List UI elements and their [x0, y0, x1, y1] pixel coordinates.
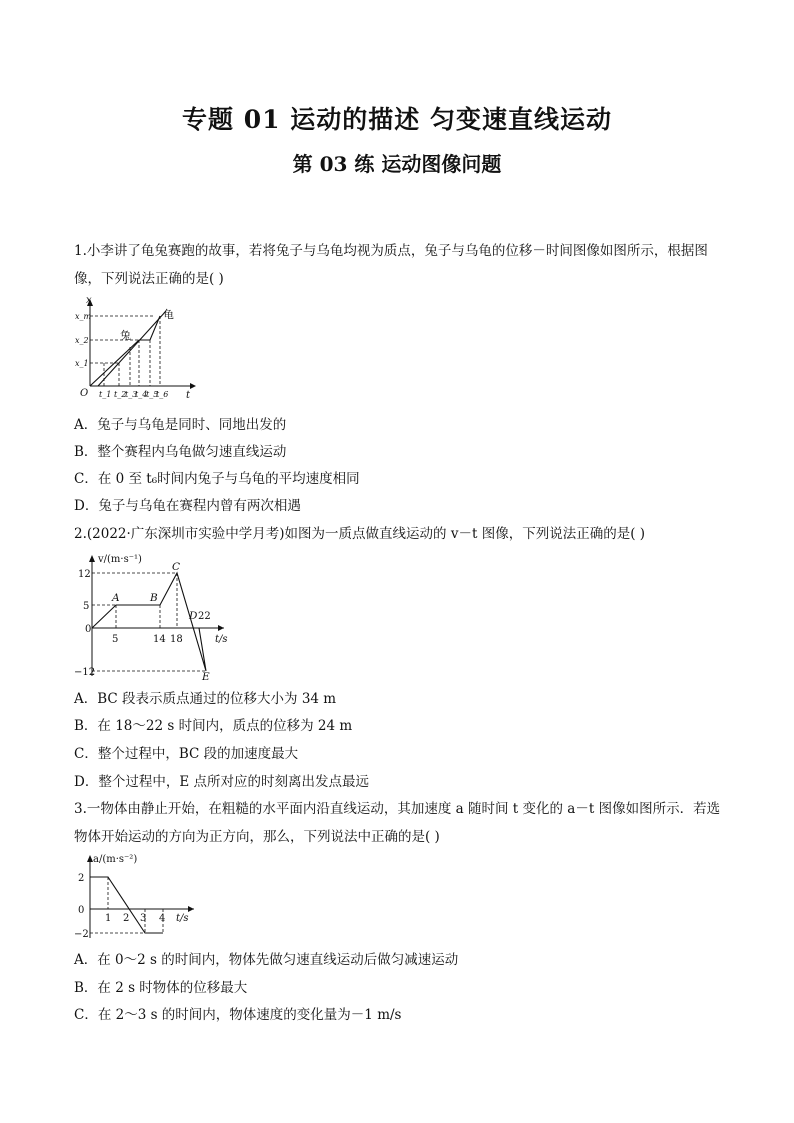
q2-point-a: A: [112, 592, 120, 604]
q3-x-tick-2: 2: [123, 913, 130, 924]
q1-stem-line1: 1.小李讲了龟兔赛跑的故事，若将兔子与乌龟均视为质点，兔子与乌龟的位移－时间图像如图所示，根据图: [74, 243, 708, 259]
q1-rabbit-label: 兔: [120, 329, 131, 342]
q3-a-t-graph: [74, 850, 198, 942]
q3-y-axis-label: a/(m·s⁻²): [93, 854, 138, 865]
q1-x-t-graph: [74, 294, 200, 402]
q2-y-tick-neg12: −12: [74, 667, 96, 678]
q1-y-tick-xm: x_m: [75, 312, 92, 321]
q3-option-b: B．在 2 s 时物体的位移最大: [74, 980, 248, 996]
q1-x-tick-t2: t_2: [114, 390, 127, 399]
q1-turtle-label: 龟: [163, 308, 174, 321]
q3-option-a: A．在 0～2 s 的时间内，物体先做匀速直线运动后做匀减速运动: [74, 952, 459, 968]
q1-x-tick-t6: t_6: [156, 390, 169, 399]
q1-x-tick-t1: t_1: [99, 390, 112, 399]
q2-option-c: C．整个过程中，BC 段的加速度最大: [74, 746, 299, 762]
q2-stem: 2.(2022·广东深圳市实验中学月考)如图为一质点做直线运动的 v－t 图像，下列说法正确的是( ): [74, 526, 646, 542]
q1-stem-line2: 像，下列说法正确的是( ): [74, 271, 224, 287]
q3-y-tick-2: 2: [78, 873, 85, 884]
q2-x-tick-22: 22: [198, 611, 211, 622]
q2-v-t-graph: [74, 548, 234, 682]
q2-x-axis-label: t/s: [215, 634, 228, 645]
q2-point-b: B: [150, 592, 158, 604]
q1-y-axis-label: x: [86, 295, 92, 306]
q2-y-axis-label: v/(m·s⁻¹): [98, 554, 142, 565]
q1-origin-label: O: [80, 388, 89, 399]
q3-stem-line2: 物体开始运动的方向为正方向，那么，下列说法中正确的是( ): [74, 829, 440, 845]
q2-x-tick-18: 18: [170, 634, 183, 645]
q1-option-d: D．兔子与乌龟在赛程内曾有两次相遇: [74, 498, 301, 514]
q1-y-tick-x1: x_1: [75, 359, 89, 368]
q3-y-tick-neg2: −2: [74, 929, 89, 940]
q1-option-b: B．整个赛程内乌龟做匀速直线运动: [74, 444, 287, 460]
q2-x-tick-5: 5: [112, 634, 119, 645]
q2-y-tick-5: 5: [83, 601, 90, 612]
q3-stem-line1: 3.一物体由静止开始，在粗糙的水平面内沿直线运动，其加速度 a 随时间 t 变化的 a－t 图像如图所示．若选: [74, 801, 721, 817]
q1-x-axis-label: t: [186, 390, 191, 401]
q1-x-tick-t5: t_5: [146, 390, 159, 399]
q2-option-a: A．BC 段表示质点通过的位移大小为 34 m: [74, 691, 337, 707]
page-subtitle: 第 03 练 运动图像问题: [292, 152, 502, 176]
q3-x-tick-1: 1: [105, 913, 112, 924]
q2-y-tick-12: 12: [78, 569, 91, 580]
q2-point-d: D: [189, 610, 198, 622]
q1-option-a: A．兔子与乌龟是同时、同地出发的: [74, 417, 287, 433]
q3-x-tick-3: 3: [140, 913, 147, 924]
q1-x-tick-t3: t_3: [125, 390, 138, 399]
q3-option-c: C．在 2～3 s 的时间内，物体速度的变化量为－1 m/s: [74, 1007, 402, 1023]
q2-x-tick-14: 14: [153, 634, 166, 645]
q3-x-axis-label: t/s: [176, 913, 189, 924]
q3-x-tick-4: 4: [159, 913, 166, 924]
q1-x-tick-t4: t_4: [135, 390, 148, 399]
q3-origin-label: 0: [78, 905, 85, 916]
q2-point-e: E: [202, 671, 210, 682]
q1-y-tick-x2: x_2: [75, 336, 89, 345]
q1-option-c: C．在 0 至 t₆时间内兔子与乌龟的平均速度相同: [74, 471, 360, 487]
q2-option-d: D．整个过程中，E 点所对应的时刻离出发点最远: [74, 774, 369, 790]
q2-point-c: C: [172, 561, 181, 573]
q2-option-b: B．在 18～22 s 时间内，质点的位移为 24 m: [74, 718, 353, 734]
page-title: 专题 01 运动的描述 匀变速直线运动: [182, 105, 612, 134]
q2-origin-label: 0: [85, 624, 92, 635]
